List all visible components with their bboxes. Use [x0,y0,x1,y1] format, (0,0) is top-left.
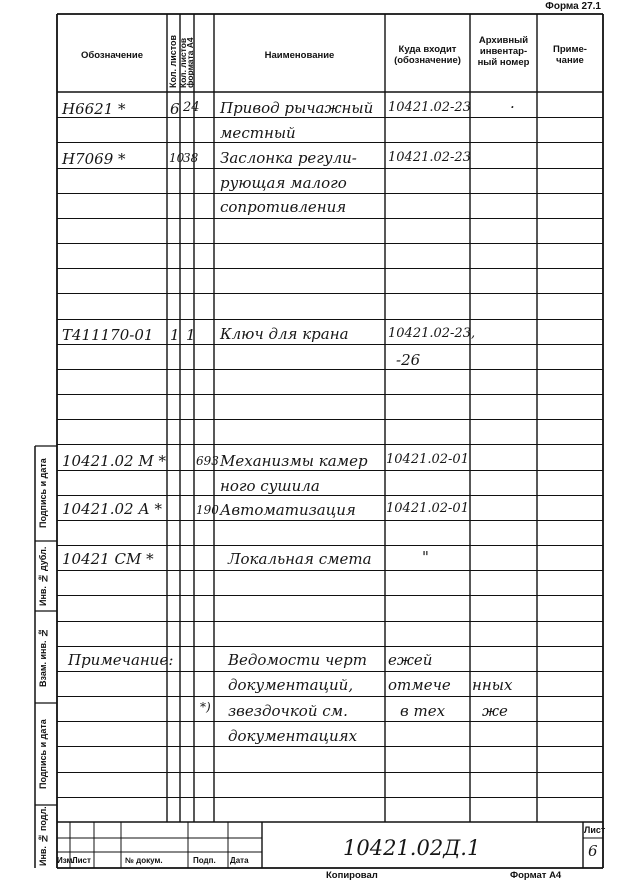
header-designation: Обозначение [80,50,144,61]
doc-number: 10421.02Д.1 [343,836,481,860]
row2-sheets: 10 [169,151,185,165]
row5-a4: 190 [196,503,219,517]
row1-sheets: 6 [170,100,180,118]
row1-archive: · [510,98,515,116]
row2-a4: 38 [183,151,199,165]
note-line3-dest: в тех [400,702,446,720]
footer-format: Формат А4 [510,870,562,881]
col-doc: № докум. [125,856,163,865]
stamp-sign-date-bottom: Подпись и дата [38,719,48,789]
row1-a4: 24 [183,100,200,115]
row5-designation: 10421.02 А * [62,500,162,518]
note-line4-name: документациях [228,727,358,745]
row6-dest: " [422,548,429,566]
row5-dest: 10421.02-01 [386,501,469,516]
col-date: Дата [230,856,249,865]
footer-copied: Копировал [326,870,378,881]
sheet-label: Лист [584,825,606,835]
sheet-number: 6 [588,842,598,860]
row3-name: Ключ для крана [220,325,349,343]
row2c-name: сопротивления [220,198,347,216]
header-name: Наименование [264,50,335,61]
note-label: Примечание: [68,651,174,669]
form-label: Форма 27.1 [545,1,601,12]
note-line2-name: документаций, [228,676,354,694]
header-destination: Куда входит (обозначение) [394,44,461,66]
row4b-name: ного сушила [220,477,320,495]
row3-designation: Т411170-01 [62,326,154,344]
note-line3-name: звездочкой см. [228,702,348,720]
row2b-name: рующая малого [220,174,347,192]
row4-dest: 10421.02-01 [386,452,469,467]
note-line2-dest: отмече [388,676,451,694]
header-a4-sheets: Кол. листов формата А4 [178,37,195,88]
row1-dest: 10421.02-23 [388,100,471,115]
col-sheet: Лист [72,856,91,865]
stamp-inv-dubl: Инв. № дубл. [38,546,48,606]
stamp-inv-orig: Инв. № подл. [38,806,48,867]
note-line1-name: Ведомости черт [228,651,367,669]
row3-a4: 1 [186,326,196,344]
row4-name: Механизмы камер [220,452,368,470]
row6-designation: 10421 СМ * [62,550,154,568]
row1b-name: местный [220,124,296,142]
row1-designation: Н6621 * [62,100,126,118]
note-line3-archive: же [482,702,508,720]
header-sheets-count: Кол. листов [168,34,178,88]
note-line1-dest: ежей [388,651,433,669]
row2-name: Заслонка регули- [220,149,357,167]
stamp-sign-date-top: Подпись и дата [38,458,48,529]
row5-name: Автоматизация [220,501,356,519]
row4-designation: 10421.02 М * [62,452,166,470]
stamp-replace-inv: Взам. инв. № [38,627,48,687]
note-marker: *) [200,700,211,714]
header-note: Приме- чание [553,44,587,66]
row3b-dest: -26 [396,351,421,369]
row1-name: Привод рычажный [220,99,374,117]
row4-a4: 693 [196,454,219,468]
row6-name: Локальная смета [228,550,372,568]
row3-dest: 10421.02-23, [388,326,476,341]
col-sign: Подп. [193,856,216,865]
row3-sheets: 1 [170,326,180,344]
note-line2-archive: нных [472,676,513,694]
row2-designation: Н7069 * [62,150,126,168]
header-archive: Архивный инвентар- ный номер [477,35,530,68]
row2-dest: 10421.02-23 [388,150,471,165]
col-change: Изм. [57,856,75,865]
